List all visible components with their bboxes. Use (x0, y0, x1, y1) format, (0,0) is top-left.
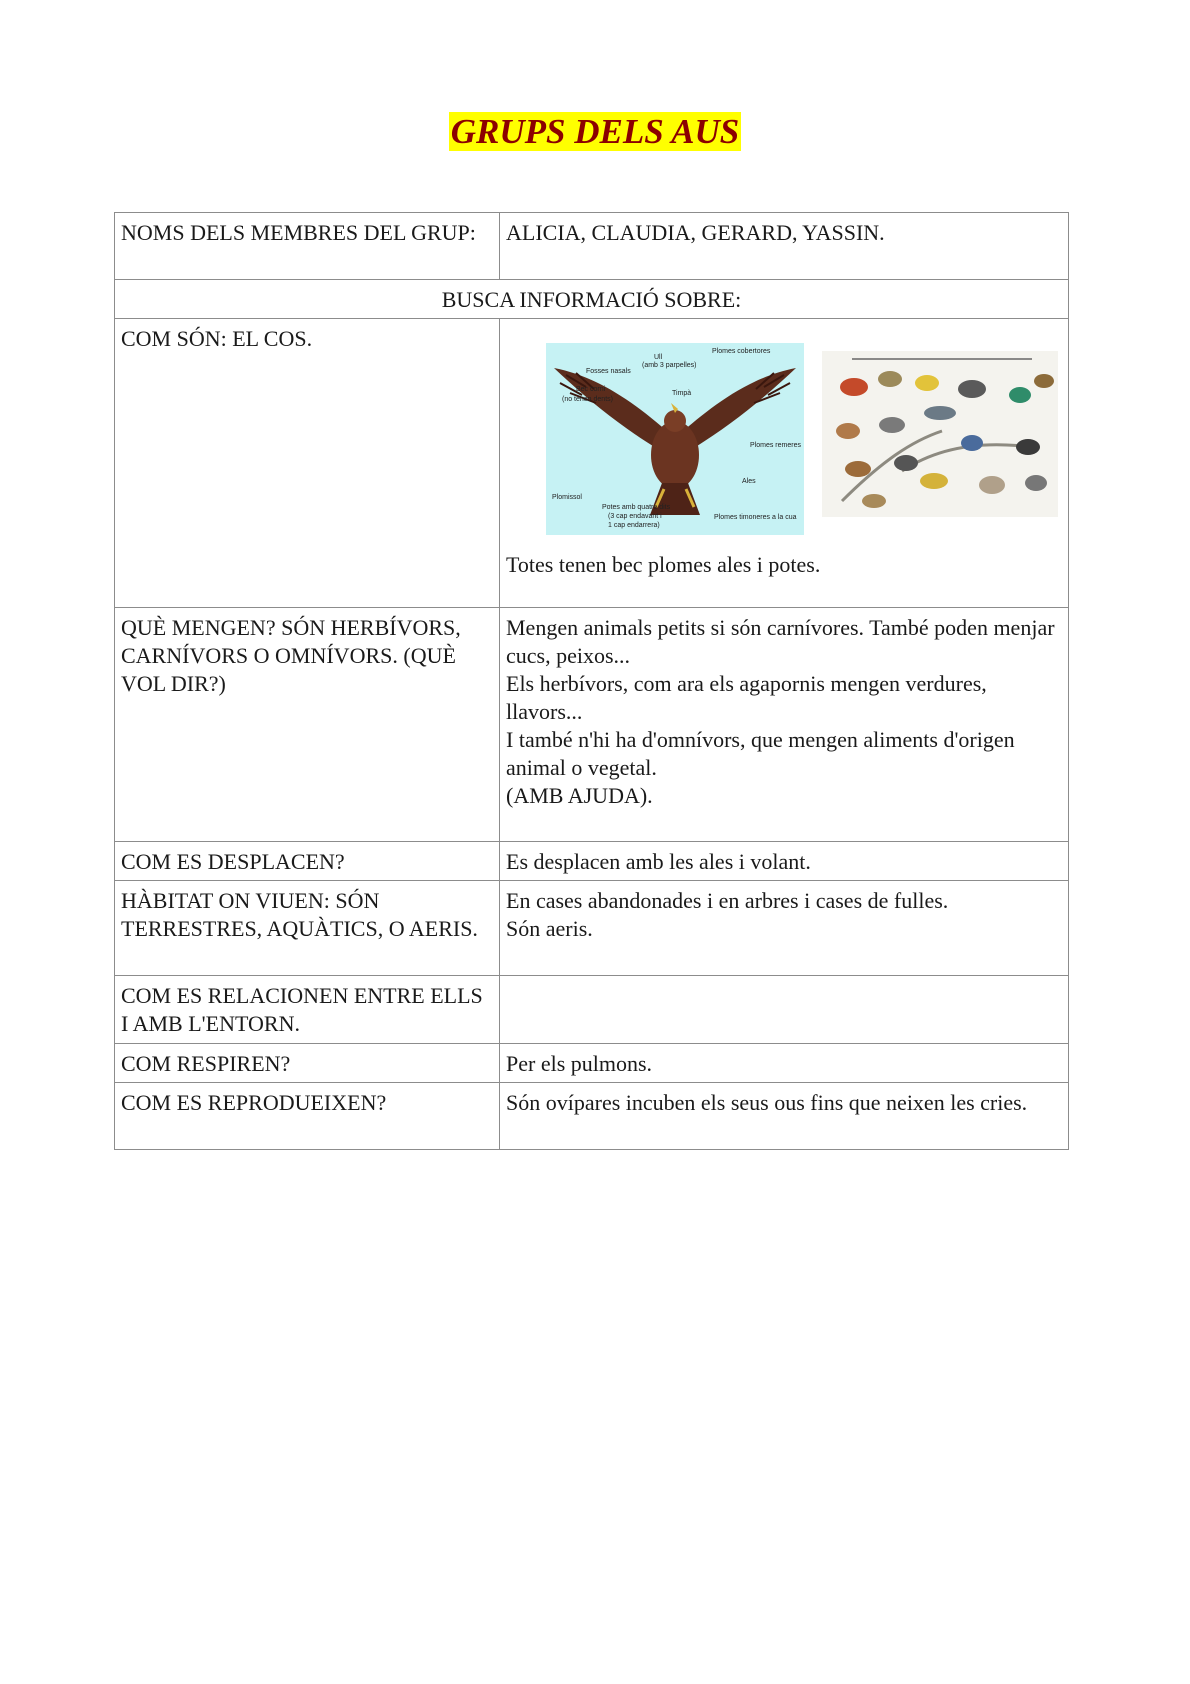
members-label: NOMS DELS MEMBRES DEL GRUP: (115, 213, 500, 280)
label-potes: Potes amb quatre dits (602, 504, 671, 511)
page-title-text: GRUPS DELS AUS (450, 112, 740, 151)
label-ull: Ull (654, 354, 663, 361)
answer-cell (500, 976, 1069, 1044)
birds-collage-image (822, 351, 1058, 517)
answer-line: I també n'hi ha d'omnívors, que mengen aliments d'origen animal o vegetal. (506, 727, 1015, 780)
table-row (115, 976, 1069, 1044)
label-bec-corni-sub: (no tenen dents) (562, 396, 613, 403)
answer-cell: Són ovípares incuben els seus ous fins que neixen les cries. (500, 1083, 1069, 1150)
answer-cell (500, 319, 1069, 608)
label-potes-sub1: (3 cap endavant i (608, 513, 662, 520)
label-plomes-cobertores: Plomes cobertores (712, 348, 771, 355)
label-ales: Ales (742, 478, 756, 485)
answer-cell: Per els pulmons. (500, 1044, 1069, 1083)
label-plomes-remeres: Plomes remeres (750, 442, 801, 449)
question-cell: QUÈ MENGEN? SÓN HERBÍVORS, CARNÍVORS O OMNÍVORS. (QUÈ VOL DIR?) (115, 608, 500, 842)
answer-line: Mengen animals petits si són carnívores. També poden menjar cucs, peixos... (506, 615, 1055, 668)
question-cell: HÀBITAT ON VIUEN: SÓN TERRESTRES, AQUÀTICS, O AERIS. (115, 881, 500, 976)
table-row (115, 1044, 1069, 1083)
answer-line: Són aeris. (506, 916, 593, 941)
answer-cell (500, 881, 1069, 976)
question-cell: COM SÓN: EL COS. (115, 319, 500, 608)
question-cell: COM ES DESPLACEN? (115, 842, 500, 881)
section-header: BUSCA INFORMACIÓ SOBRE: (115, 280, 1069, 319)
label-ull-sub: (amb 3 parpelles) (642, 362, 697, 369)
worksheet-table (114, 212, 1069, 1150)
label-bec-corni: Bec corni (576, 386, 606, 393)
table-row (115, 213, 1069, 280)
table-row (115, 280, 1069, 319)
eagle-anatomy-image (546, 343, 804, 535)
label-fosses-nasals: Fosses nasals (586, 368, 631, 375)
question-cell: COM RESPIREN? (115, 1044, 500, 1083)
table-row (115, 881, 1069, 976)
answer-text: Totes tenen bec plomes ales i potes. (506, 552, 821, 577)
table-row (115, 842, 1069, 881)
answer-cell (500, 608, 1069, 842)
image-row (506, 325, 1062, 535)
members-value: ALICIA, CLAUDIA, GERARD, YASSIN. (500, 213, 1069, 280)
answer-line: En cases abandonades i en arbres i cases de fulles. (506, 888, 949, 913)
label-timpa: Timpà (672, 390, 692, 397)
table-row (115, 608, 1069, 842)
answer-line: (AMB AJUDA). (506, 783, 653, 808)
label-plomissol: Plomissol (552, 494, 582, 501)
question-cell: COM ES RELACIONEN ENTRE ELLS I AMB L'ENTORN. (115, 976, 500, 1044)
page-title (0, 112, 1190, 152)
answer-cell: Es desplacen amb les ales i volant. (500, 842, 1069, 881)
question-cell: COM ES REPRODUEIXEN? (115, 1083, 500, 1150)
table-row (115, 319, 1069, 608)
table-row (115, 1083, 1069, 1150)
answer-line: Els herbívors, com ara els agapornis mengen verdures, llavors... (506, 671, 987, 724)
label-potes-sub2: 1 cap endarrera) (608, 522, 660, 529)
label-plomes-timoneres: Plomes timoneres a la cua (714, 514, 797, 521)
